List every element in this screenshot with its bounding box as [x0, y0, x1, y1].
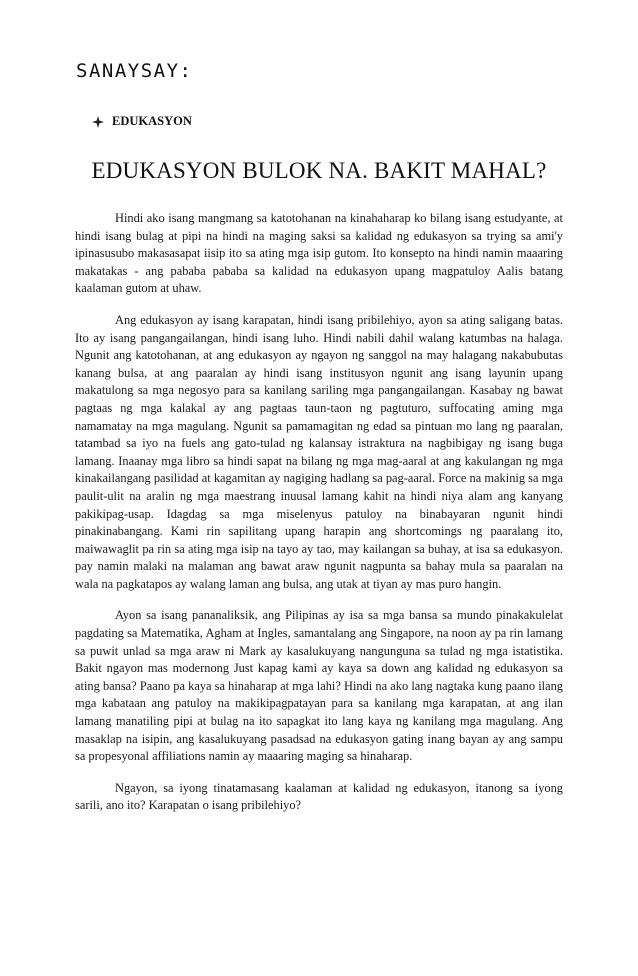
essay-body [75, 210, 563, 829]
bullet-item [92, 114, 192, 129]
bullet-label: EDUKASYON [112, 114, 192, 128]
paragraph: Hindi ako isang mangmang sa katotohanan na kinahaharap ko bilang isang estudyante, at hindi isang bulag at pipi na hindi na maging saksi sa kalidad ng edukasyon sa trying sa ami'y ipinasusubo makasasapat iisip ito sa ating mga isip gutom. Ito konsepto na hindi namin maaaring makatakas - ang pababa pababa sa kalidad na edukasyon upang magpatuloy Aalis batang kaalaman gutom at uhaw. [75, 211, 563, 296]
paragraph: Ang edukasyon ay isang karapatan, hindi isang pribilehiyo, ayon sa ating saligang batas. Ito ay isang pangangailangan, hindi isang luho. Hindi nabili dahil walang katumbas na halaga. Ngunit ang katotohanan, at ang edukasyon ay ngayon ng sanggol na may halagang nakabubutas kanang bulsa, at ang paaralan ay hindi isang institusyon ngunit ang isang layunin upang makatulong sa mga negosyo para sa kanilang sariling mga pangangailangan. Kasabay ng bawat pagtaas ng mga kalakal ay ang pagtaas taun-taon ng pagtuturo, suffocating aming mga namamatay na mga magulang. Ngunit sa pamamagitan ng edad sa pintuan mo lang ng paaralan, tatambad sa iyo na fuels ang gato-tulad ng kalansay istraktura na nagbibigay ng isang buga lamang. Inaanay mga libro sa hindi sapat na bilang ng mga mag-aaral at ang kakulangan ng mga kinakailangang pasilidad at kagamitan ay nagiging hadlang sa pag-aaral. Force na makinig sa mga paulit-ulit na aralin ng mga maestrang inuusal lamang kahit na hindi niya alam ang kanyang pakikipag-usap. Idagdag sa mga miselenyus patuloy na binabayaran ngunit hindi pinakinabangang. Kami rin sapilitang upang harapin ang shortcomings ng paaralang ito, maiwawaglit pa rin sa ating mga isip na tayo ay tao, may kailangan sa buhay, at isa sa edukasyon. pay namin malaki na malaman ang bawat araw ngunit nagpunta sa bahay mula sa paaralan na wala na pagkatapos ay walang laman ang bulsa, ang utak at tiyan ay mas puro hangin. [75, 312, 563, 591]
essay-title: EDUKASYON BULOK NA. BAKIT MAHAL? [91, 158, 547, 183]
document-heading: SANAYSAY: [76, 60, 193, 82]
diamond-bullet-icon [92, 116, 104, 128]
paragraph: Ayon sa isang pananaliksik, ang Pilipinas ay isa sa mga bansa sa mundo pinakakulelat pagdating sa Matematika, Agham at Ingles, samantalang ang Singapore, na noon ay pa rin lamang sa puwit unlad sa mga araw ni Mark ay kasalukuyang nangunguna sa tulad ng mga istatistika. Bakit ngayon mas modernong Just kapag kami ay kaya sa down ang kalidad ng edukasyon sa ating bansa? Paano pa kaya sa hinaharap at mga lahi? Hindi na ako lang nagtaka kung paano ilang mga kabataan ang patuloy na makikipagpatayan para sa kanilang mga karapatan, at ang ilan lamang manatiling pipi at bulag na ito sapagkat ito lang kaya ng kanilang mga magulang. Ang masaklap na isipin, ang kasalukuyang pasadsad na edukasyon gating inang bayan ay ang sampu sa propesyonal affiliations namin ay maaaring maging sa hinaharap. [75, 608, 563, 764]
paragraph: Ngayon, sa iyong tinatamasang kaalaman at kalidad ng edukasyon, itanong sa iyong sarili, ano ito? Karapatan o isang pribilehiyo? [75, 780, 563, 813]
